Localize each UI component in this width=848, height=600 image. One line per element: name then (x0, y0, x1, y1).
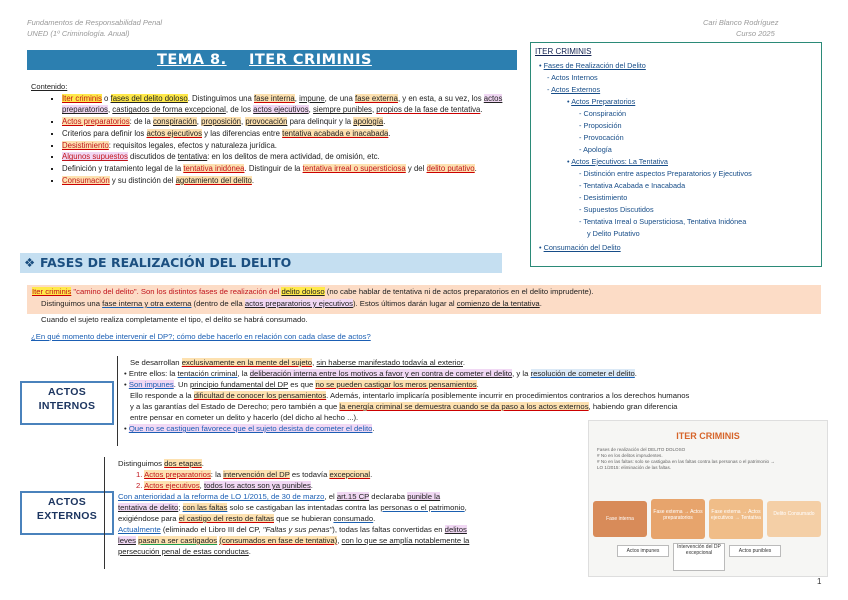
toc-item[interactable]: • Actos Ejecutivos: La Tentativa (567, 157, 668, 166)
contents-item: ▪ Desistimiento: requisitos legales, efectos y naturaleza jurídica. (62, 140, 532, 151)
contents-item: ▪ Consumación y su distinción del agotamiento del delito. (62, 175, 532, 186)
title-part1: TEMA 8. (157, 52, 227, 68)
actos-internos-label: ACTOS INTERNOS (20, 381, 114, 425)
internos-text: Se desarrollan exclusivamente en la mente del sujeto, sin haberse manifestado todavía al exterior. • Entre ellos: la tentación criminal, la deliberación interna entre los motivos a favor y en contra de cometer el delito, y la resolución de cometer el delito. • Son impunes. Un principio fundamental del DP es que no se pueden castigar los meros pensamientos. Ello responde a la dificultad de conocer los pensamientos. Además, intentarlo implicaría posiblemente incurrir en procedimientos contrarios a los derechos humanos y a las garantías del Estado de Derecho; pero también a que la energía criminal se demuestra cuando se da paso a los actos externos, habiendo gran diferencia entre pensar en cometer un delito y hacerlo (del dicho al hecho ...). • Que no se castiguen favorece que el sujeto desista de cometer el delito. (124, 358, 690, 433)
externos-text: Distinguimos dos etapas. 1. Actos preparatorios: la intervención del DP es todavía excepcional. 2. Actos ejecutivos, todos los actos son ya punibles. Con anterioridad a la reforma de LO 1/2015, de 30 de marzo, el art.15 CP declaraba punible la tentativa de delito; con las faltas solo se castigaban las intentadas contra las personas o el patrimonio, exigiéndose para el castigo del resto de faltas que se hubieran consumado. Actualmente (eliminado el Libro III del CP, "Faltas y sus penas"), todas las faltas convertidas en delitos leves pasan a ser castigados (consumados en fase de tentativa), con lo que se amplía notablemente la persecución penal de estas conductas. (118, 459, 470, 556)
diamond-icon: ❖ (24, 255, 36, 270)
page-number: 1 (817, 577, 822, 586)
toc-item[interactable]: - Actos Internos (547, 73, 598, 82)
toc-item[interactable]: - Apología (579, 145, 612, 154)
contents-item: ▪ Criterios para definir los actos ejecutivos y las diferencias entre tentativa acabada e inacabada. (62, 128, 532, 139)
toc-item[interactable]: - Tentativa Acabada e Inacabada (579, 181, 686, 190)
table-of-contents (530, 42, 822, 267)
intervention-question: ¿En qué momento debe intervenir el DP?; cómo debe hacerlo en relación con cada clase de actos? (31, 332, 371, 341)
diagram-foot: Actos impunes (617, 545, 669, 557)
header-author: Cari Blanco Rodríguez (703, 18, 779, 27)
contents-item: ▪ Definición y tratamiento legal de la tentativa inidónea. Distinguir de la tentativa irreal o supersticiosa y del delito putativo. (62, 163, 532, 174)
diagram-foot: Intervención del DP excepcional (673, 543, 725, 571)
contents-item: ▪ Iter criminis o fases del delito doloso. Distinguimos una fase interna, impune, de una fase externa, y en esta, a su vez, los actos preparatorios, castigados de forma excepcional, de los actos ejecutivos, siempre punibles, propios de la fase de tentativa. (62, 93, 532, 115)
toc-item[interactable]: - Tentativa Irreal o Supersticiosa, Tentativa Inidónea (579, 217, 747, 226)
toc-title: ITER CRIMINIS (535, 47, 592, 56)
toc-item[interactable]: • Fases de Realización del Delito (539, 61, 646, 70)
page-title (27, 50, 517, 70)
diagram-steps (593, 497, 823, 541)
diagram-step: Fase interna (593, 501, 647, 537)
contents-label: Contenido: (31, 82, 68, 91)
title-part2: ITER CRIMINIS (249, 52, 372, 68)
actos-externos-label: ACTOS EXTERNOS (20, 491, 114, 535)
contents-list (44, 93, 532, 187)
externos-brace (104, 457, 105, 569)
toc-item[interactable]: - Supuestos Discutidos (579, 205, 654, 214)
contents-item: ▪ Algunos supuestos discutidos de tentativa: en los delitos de mera actividad, de omisión, etc. (62, 151, 532, 162)
diagram-notes: Fases de realización del DELITO DOLOSO # No en los delitos imprudentes. # No en las faltas: solo se castigaba en las faltas contra las personas o el patrimonio → LO 1/2015: eliminación de las faltas. (597, 447, 775, 470)
section-title: FASES DE REALIZACIÓN DEL DELITO (40, 255, 292, 270)
toc-item[interactable]: • Consumación del Delito (539, 243, 621, 252)
iter-criminis-diagram (588, 420, 828, 577)
toc-item[interactable]: y Delito Putativo (587, 229, 640, 238)
diagram-step: Fase externa → Actos preparatorios (651, 499, 705, 539)
section-heading (20, 253, 502, 273)
diagram-foot: Actos punibles (729, 545, 781, 557)
diagram-step: Fase externa → Actos ejecutivos → Tentativa (709, 499, 763, 539)
toc-item[interactable]: - Desistimiento (579, 193, 628, 202)
toc-item[interactable]: - Proposición (579, 121, 622, 130)
header-year: Curso 2025 (736, 29, 775, 38)
intro-line-2: Distinguimos una fase interna y otra externa (dentro de ella actos preparatorios y ejecutivos). Estos últimos darán lugar al comienzo de la tentativa. (41, 299, 542, 308)
header-course: Fundamentos de Responsabilidad Penal (27, 18, 163, 27)
contents-item: ▪ Actos preparatorios: de la conspiración, proposición, provocación para delinquir y la apología. (62, 116, 532, 127)
toc-item[interactable]: - Actos Externos (547, 85, 601, 94)
internos-brace (117, 356, 118, 446)
intro-line-1: Iter criminis "camino del delito". Son los distintos fases de realización del delito doloso (no cabe hablar de tentativa ni de actos preparatorios en el delito imprudente). (32, 287, 594, 296)
diagram-title: ITER CRIMINIS (676, 431, 740, 441)
intro-line-3: Cuando el sujeto realiza completamente el tipo, el delito se habrá consumado. (41, 315, 308, 324)
diagram-step: Delito Consumado (767, 501, 821, 537)
toc-item[interactable]: - Provocación (579, 133, 624, 142)
toc-item[interactable]: - Distinción entre aspectos Preparatorios y Ejecutivos (579, 169, 752, 178)
toc-item[interactable]: - Conspiración (579, 109, 627, 118)
header-university: UNED (1º Criminología. Anual) (27, 29, 130, 38)
toc-item[interactable]: • Actos Preparatorios (567, 97, 636, 106)
